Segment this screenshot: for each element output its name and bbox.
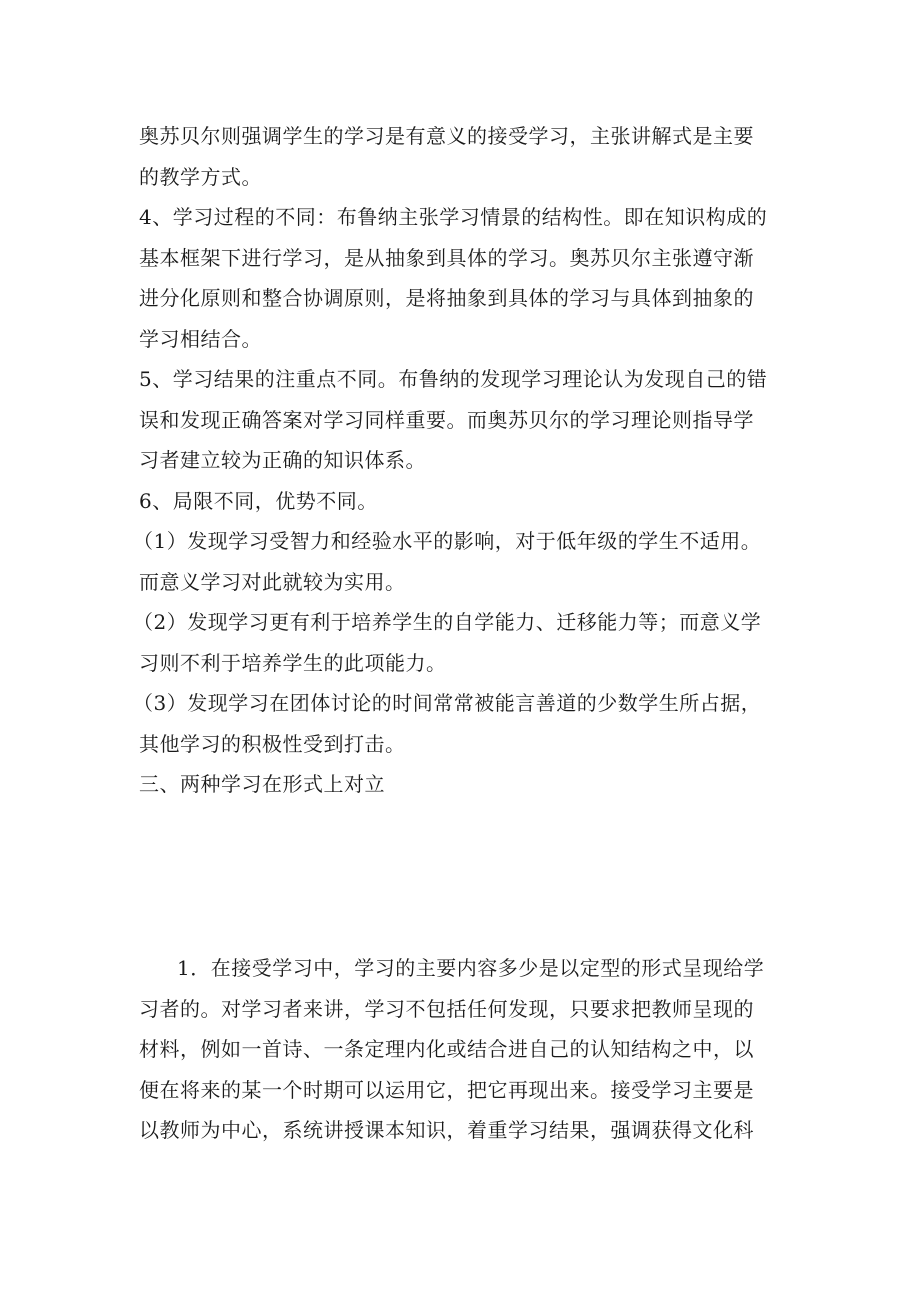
text-line: 便在将来的某一个时期可以运用它，把它再现出来。接受学习主要是 [139,1077,754,1102]
text-line: 习者的。对学习者来讲，学习不包括任何发现，只要求把教师呈现的 [139,996,754,1021]
text-line: 奥苏贝尔则强调学生的学习是有意义的接受学习，主张讲解式是主要 [139,124,754,148]
section-heading: 三、两种学习在形式上对立 [139,772,385,796]
text-line: （1）发现学习受智力和经验水平的影响，对于低年级的学生不适用。 [133,529,762,553]
document-body-part-1 [133,116,789,805]
text-line: （2）发现学习更有利于培养学生的自学能力、迁移能力等；而意义学 [133,610,762,634]
text-line: 学习相结合。 [139,326,262,351]
text-line: 而意义学习对此就较为实用。 [139,569,406,594]
text-line: 习者建立较为正确的知识体系。 [139,448,426,472]
text-line: 以教师为中心，系统讲授课本知识，着重学习结果，强调获得文化科 [139,1118,754,1142]
paragraph-first-line: 1．在接受学习中，学习的主要内容多少是以定型的形式呈现给学 [177,956,765,980]
text-line: 4、学习过程的不同：布鲁纳主张学习情景的结构性。即在知识构成的 [139,205,768,229]
text-line: 进分化原则和整合协调原则，是将抽象到具体的学习与具体到抽象的 [139,286,754,310]
text-line: 基本框架下进行学习，是从抽象到具体的学习。奥苏贝尔主张遵守渐 [139,245,754,270]
text-line: 习则不利于培养学生的此项能力。 [139,650,447,675]
text-line: 5、学习结果的注重点不同。布鲁纳的发现学习理论认为发现自己的错 [139,367,768,391]
text-line: 误和发现正确答案对学习同样重要。而奥苏贝尔的学习理论则指导学 [139,407,754,432]
text-line: 其他学习的积极性受到打击。 [139,731,406,756]
text-line: 材料，例如一首诗、一条定理内化或结合进自己的认知结构之中，以 [139,1037,754,1061]
text-line: 6、局限不同，优势不同。 [139,488,378,513]
document-body-part-2 [139,948,789,1151]
text-line: （3）发现学习在团体讨论的时间常常被能言善道的少数学生所占据， [133,691,762,715]
text-line: 的教学方式。 [139,164,262,189]
